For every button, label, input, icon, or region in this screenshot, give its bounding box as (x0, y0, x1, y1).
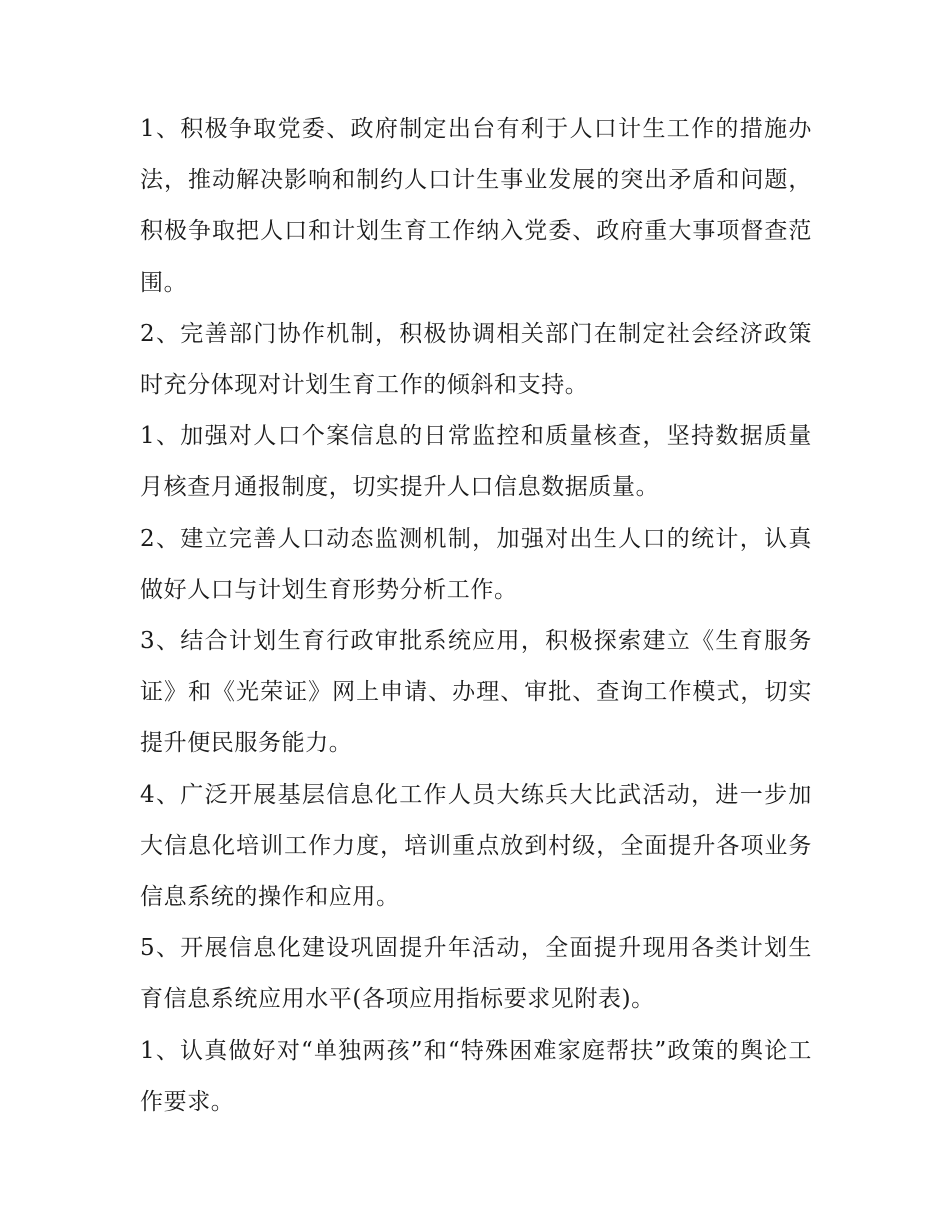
paragraph-3: 1、加强对人口个案信息的日常监控和质量核查，坚持数据质量月核查月通报制度，切实提升人口信息数据质量。 (140, 423, 812, 501)
paragraph-1: 1、积极争取党委、政府制定出台有利于人口计生工作的措施办法，推动解决影响和制约人口计生事业发展的突出矛盾和问题，积极争取把人口和计划生育工作纳入党委、政府重大事项督查范围。 (140, 116, 812, 296)
paragraph-7: 5、开展信息化建设巩固提升年活动，全面提升现用各类计划生育信息系统应用水平(各项应用指标要求见附表)。 (140, 935, 812, 1013)
paragraph-8: 1、认真做好对“单独两孩”和“特殊困难家庭帮扶”政策的舆论工作要求。 (140, 1037, 812, 1115)
paragraph-2: 2、完善部门协作机制，积极协调相关部门在制定社会经济政策时充分体现对计划生育工作的倾斜和支持。 (140, 320, 812, 399)
document-body (140, 104, 812, 1128)
paragraph-6: 4、广泛开展基层信息化工作人员大练兵大比武活动，进一步加大信息化培训工作力度，培训重点放到村级，全面提升各项业务信息系统的操作和应用。 (140, 781, 812, 911)
paragraph-5: 3、结合计划生育行政审批系统应用，积极探索建立《生育服务证》和《光荣证》网上申请、办理、审批、查询工作模式，切实提升便民服务能力。 (140, 628, 812, 757)
paragraph-4: 2、建立完善人口动态监测机制，加强对出生人口的统计，认真做好人口与计划生育形势分析工作。 (140, 525, 812, 603)
